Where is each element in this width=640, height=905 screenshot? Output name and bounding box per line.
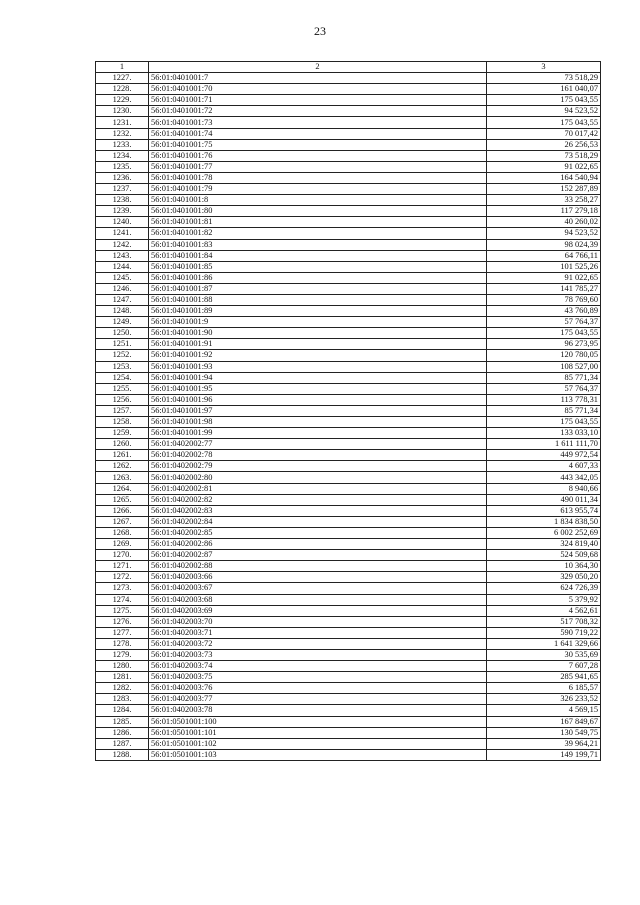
- cadastral-number-cell: 56:01:0402003:67: [149, 583, 487, 594]
- cadastral-number-cell: 56:01:0402002:88: [149, 561, 487, 572]
- cadastral-number-cell: 56:01:0401001:89: [149, 306, 487, 317]
- cadastral-value-cell: 175 043,55: [487, 95, 601, 106]
- cadastral-number-cell: 56:01:0401001:94: [149, 372, 487, 383]
- row-number-cell: 1262.: [96, 461, 149, 472]
- row-number-cell: 1243.: [96, 250, 149, 261]
- row-number-cell: 1259.: [96, 428, 149, 439]
- cadastral-value-cell: 152 287,89: [487, 184, 601, 195]
- cadastral-value-cell: 324 819,40: [487, 539, 601, 550]
- row-number-cell: 1233.: [96, 139, 149, 150]
- table-row: [96, 605, 601, 616]
- row-number-cell: 1280.: [96, 661, 149, 672]
- cadastral-number-cell: 56:01:0402002:81: [149, 483, 487, 494]
- cadastral-value-cell: 524 509,68: [487, 550, 601, 561]
- table-row: [96, 405, 601, 416]
- row-number-cell: 1272.: [96, 572, 149, 583]
- row-number-cell: 1249.: [96, 317, 149, 328]
- cadastral-value-cell: 33 258,27: [487, 195, 601, 206]
- row-number-cell: 1260.: [96, 439, 149, 450]
- cadastral-value-cell: 85 771,34: [487, 372, 601, 383]
- row-number-cell: 1269.: [96, 539, 149, 550]
- cadastral-number-cell: 56:01:0401001:71: [149, 95, 487, 106]
- table-row: [96, 638, 601, 649]
- table-row: [96, 461, 601, 472]
- row-number-cell: 1268.: [96, 527, 149, 538]
- row-number-cell: 1284.: [96, 705, 149, 716]
- row-number-cell: 1240.: [96, 217, 149, 228]
- table-row: [96, 206, 601, 217]
- table-row: [96, 317, 601, 328]
- cadastral-value-cell: 4 562,61: [487, 605, 601, 616]
- header-col-2: 2: [149, 62, 487, 73]
- cadastral-value-cell: 613 955,74: [487, 505, 601, 516]
- table-row: [96, 694, 601, 705]
- cadastral-number-cell: 56:01:0402002:78: [149, 450, 487, 461]
- cadastral-number-cell: 56:01:0501001:101: [149, 727, 487, 738]
- row-number-cell: 1275.: [96, 605, 149, 616]
- cadastral-value-cell: 70 017,42: [487, 128, 601, 139]
- row-number-cell: 1229.: [96, 95, 149, 106]
- row-number-cell: 1254.: [96, 372, 149, 383]
- cadastral-number-cell: 56:01:0401001:77: [149, 161, 487, 172]
- cadastral-number-cell: 56:01:0401001:95: [149, 383, 487, 394]
- cadastral-value-cell: 10 364,30: [487, 561, 601, 572]
- table-row: [96, 494, 601, 505]
- row-number-cell: 1265.: [96, 494, 149, 505]
- cadastral-number-cell: 56:01:0401001:91: [149, 339, 487, 350]
- table-row: [96, 594, 601, 605]
- table-row: [96, 616, 601, 627]
- row-number-cell: 1244.: [96, 261, 149, 272]
- cadastral-number-cell: 56:01:0501001:103: [149, 749, 487, 760]
- cadastral-value-cell: 141 785,27: [487, 283, 601, 294]
- table-row: [96, 195, 601, 206]
- cadastral-number-cell: 56:01:0401001:88: [149, 294, 487, 305]
- cadastral-value-cell: 43 760,89: [487, 306, 601, 317]
- row-number-cell: 1234.: [96, 150, 149, 161]
- cadastral-value-cell: 8 940,66: [487, 483, 601, 494]
- table-row: [96, 172, 601, 183]
- cadastral-number-cell: 56:01:0402003:74: [149, 661, 487, 672]
- table-row: [96, 339, 601, 350]
- table-row: [96, 683, 601, 694]
- table-row: [96, 361, 601, 372]
- row-number-cell: 1267.: [96, 516, 149, 527]
- row-number-cell: 1270.: [96, 550, 149, 561]
- cadastral-number-cell: 56:01:0401001:87: [149, 283, 487, 294]
- cadastral-number-cell: 56:01:0402002:80: [149, 472, 487, 483]
- row-number-cell: 1236.: [96, 172, 149, 183]
- cadastral-value-cell: 443 342,05: [487, 472, 601, 483]
- cadastral-value-cell: 91 022,65: [487, 161, 601, 172]
- cadastral-number-cell: 56:01:0402003:68: [149, 594, 487, 605]
- row-number-cell: 1271.: [96, 561, 149, 572]
- table-row: [96, 483, 601, 494]
- table-row: [96, 561, 601, 572]
- cadastral-value-cell: 91 022,65: [487, 272, 601, 283]
- cadastral-number-cell: 56:01:0402002:85: [149, 527, 487, 538]
- cadastral-number-cell: 56:01:0401001:74: [149, 128, 487, 139]
- row-number-cell: 1241.: [96, 228, 149, 239]
- table-row: [96, 417, 601, 428]
- row-number-cell: 1246.: [96, 283, 149, 294]
- table-row: [96, 106, 601, 117]
- table-row: [96, 394, 601, 405]
- cadastral-number-cell: 56:01:0401001:73: [149, 117, 487, 128]
- row-number-cell: 1261.: [96, 450, 149, 461]
- cadastral-number-cell: 56:01:0401001:83: [149, 239, 487, 250]
- cadastral-value-cell: 164 540,94: [487, 172, 601, 183]
- cadastral-number-cell: 56:01:0402003:78: [149, 705, 487, 716]
- cadastral-number-cell: 56:01:0402003:69: [149, 605, 487, 616]
- cadastral-value-cell: 1 611 111,70: [487, 439, 601, 450]
- cadastral-value-cell: 108 527,00: [487, 361, 601, 372]
- table-row: [96, 727, 601, 738]
- row-number-cell: 1278.: [96, 638, 149, 649]
- cadastral-number-cell: 56:01:0402003:75: [149, 672, 487, 683]
- row-number-cell: 1276.: [96, 616, 149, 627]
- table-row: [96, 550, 601, 561]
- table-row: [96, 306, 601, 317]
- table-row: [96, 516, 601, 527]
- cadastral-number-cell: 56:01:0402002:86: [149, 539, 487, 550]
- row-number-cell: 1242.: [96, 239, 149, 250]
- table-row: [96, 294, 601, 305]
- cadastral-value-cell: 130 549,75: [487, 727, 601, 738]
- row-number-cell: 1245.: [96, 272, 149, 283]
- cadastral-value-cell: 6 185,57: [487, 683, 601, 694]
- row-number-cell: 1256.: [96, 394, 149, 405]
- cadastral-number-cell: 56:01:0401001:78: [149, 172, 487, 183]
- cadastral-value-cell: 329 050,20: [487, 572, 601, 583]
- row-number-cell: 1251.: [96, 339, 149, 350]
- table-row: [96, 627, 601, 638]
- cadastral-number-cell: 56:01:0402003:72: [149, 638, 487, 649]
- cadastral-value-cell: 6 002 252,69: [487, 527, 601, 538]
- table-row: [96, 705, 601, 716]
- cadastral-value-cell: 175 043,55: [487, 328, 601, 339]
- cadastral-number-cell: 56:01:0402002:83: [149, 505, 487, 516]
- row-number-cell: 1238.: [96, 195, 149, 206]
- table-row: [96, 450, 601, 461]
- row-number-cell: 1231.: [96, 117, 149, 128]
- cadastral-number-cell: 56:01:0401001:82: [149, 228, 487, 239]
- row-number-cell: 1288.: [96, 749, 149, 760]
- cadastral-number-cell: 56:01:0501001:100: [149, 716, 487, 727]
- cadastral-value-cell: 113 778,31: [487, 394, 601, 405]
- cadastral-value-cell: 149 199,71: [487, 749, 601, 760]
- header-col-1: 1: [96, 62, 149, 73]
- row-number-cell: 1248.: [96, 306, 149, 317]
- cadastral-number-cell: 56:01:0402002:87: [149, 550, 487, 561]
- cadastral-number-cell: 56:01:0402003:71: [149, 627, 487, 638]
- table-row: [96, 672, 601, 683]
- cadastral-number-cell: 56:01:0501001:102: [149, 738, 487, 749]
- table-row: [96, 261, 601, 272]
- cadastral-number-cell: 56:01:0401001:85: [149, 261, 487, 272]
- table-row: [96, 472, 601, 483]
- cadastral-value-cell: 167 849,67: [487, 716, 601, 727]
- cadastral-value-cell: 285 941,65: [487, 672, 601, 683]
- cadastral-value-cell: 96 273,95: [487, 339, 601, 350]
- table-row: [96, 661, 601, 672]
- row-number-cell: 1228.: [96, 84, 149, 95]
- cadastral-value-cell: 4 569,15: [487, 705, 601, 716]
- cadastral-number-cell: 56:01:0401001:9: [149, 317, 487, 328]
- cadastral-number-cell: 56:01:0402003:70: [149, 616, 487, 627]
- cadastral-value-cell: 590 719,22: [487, 627, 601, 638]
- cadastral-value-cell: 78 769,60: [487, 294, 601, 305]
- table-row: [96, 428, 601, 439]
- table-row: [96, 272, 601, 283]
- cadastral-number-cell: 56:01:0401001:70: [149, 84, 487, 95]
- cadastral-value-cell: 30 535,69: [487, 649, 601, 660]
- table-row: [96, 95, 601, 106]
- cadastral-number-cell: 56:01:0401001:98: [149, 417, 487, 428]
- table-row: [96, 439, 601, 450]
- row-number-cell: 1227.: [96, 73, 149, 84]
- row-number-cell: 1287.: [96, 738, 149, 749]
- cadastral-number-cell: 56:01:0401001:76: [149, 150, 487, 161]
- cadastral-value-cell: 120 780,05: [487, 350, 601, 361]
- table-header-row: [96, 62, 601, 73]
- table-row: [96, 383, 601, 394]
- table-row: [96, 184, 601, 195]
- cadastral-value-cell: 117 279,18: [487, 206, 601, 217]
- row-number-cell: 1266.: [96, 505, 149, 516]
- row-number-cell: 1281.: [96, 672, 149, 683]
- row-number-cell: 1274.: [96, 594, 149, 605]
- table-row: [96, 139, 601, 150]
- cadastral-value-cell: 490 011,34: [487, 494, 601, 505]
- cadastral-number-cell: 56:01:0402002:79: [149, 461, 487, 472]
- table-row: [96, 73, 601, 84]
- cadastral-number-cell: 56:01:0401001:97: [149, 405, 487, 416]
- cadastral-number-cell: 56:01:0402002:84: [149, 516, 487, 527]
- cadastral-value-cell: 1 834 838,50: [487, 516, 601, 527]
- table-body: [96, 62, 601, 761]
- cadastral-value-cell: 94 523,52: [487, 228, 601, 239]
- cadastral-number-cell: 56:01:0402003:66: [149, 572, 487, 583]
- table-row: [96, 283, 601, 294]
- table-row: [96, 250, 601, 261]
- cadastral-number-cell: 56:01:0401001:80: [149, 206, 487, 217]
- cadastral-number-cell: 56:01:0401001:86: [149, 272, 487, 283]
- table-row: [96, 372, 601, 383]
- cadastral-value-cell: 624 726,39: [487, 583, 601, 594]
- page-number: 23: [314, 24, 326, 38]
- table-row: [96, 117, 601, 128]
- table-row: [96, 239, 601, 250]
- cadastral-value-cell: 4 607,33: [487, 461, 601, 472]
- row-number-cell: 1250.: [96, 328, 149, 339]
- row-number-cell: 1230.: [96, 106, 149, 117]
- table-row: [96, 84, 601, 95]
- row-number-cell: 1237.: [96, 184, 149, 195]
- cadastral-number-cell: 56:01:0401001:7: [149, 73, 487, 84]
- cadastral-value-cell: 101 525,26: [487, 261, 601, 272]
- table-row: [96, 350, 601, 361]
- table-row: [96, 150, 601, 161]
- cadastral-value-cell: 175 043,55: [487, 117, 601, 128]
- table-row: [96, 539, 601, 550]
- cadastral-value-cell: 1 641 329,66: [487, 638, 601, 649]
- row-number-cell: 1264.: [96, 483, 149, 494]
- cadastral-value-cell: 40 260,02: [487, 217, 601, 228]
- table-row: [96, 738, 601, 749]
- cadastral-value-cell: 57 764,37: [487, 317, 601, 328]
- cadastral-number-cell: 56:01:0401001:92: [149, 350, 487, 361]
- cadastral-number-cell: 56:01:0402003:76: [149, 683, 487, 694]
- cadastral-value-cell: 5 379,92: [487, 594, 601, 605]
- row-number-cell: 1239.: [96, 206, 149, 217]
- cadastral-number-cell: 56:01:0401001:96: [149, 394, 487, 405]
- table-row: [96, 505, 601, 516]
- cadastral-value-cell: 64 766,11: [487, 250, 601, 261]
- cadastral-value-cell: 326 233,52: [487, 694, 601, 705]
- table-row: [96, 649, 601, 660]
- table-row: [96, 128, 601, 139]
- cadastral-value-cell: 98 024,39: [487, 239, 601, 250]
- cadastral-value-cell: 7 607,28: [487, 661, 601, 672]
- table-row: [96, 217, 601, 228]
- row-number-cell: 1253.: [96, 361, 149, 372]
- cadastral-number-cell: 56:01:0401001:90: [149, 328, 487, 339]
- row-number-cell: 1283.: [96, 694, 149, 705]
- row-number-cell: 1263.: [96, 472, 149, 483]
- row-number-cell: 1252.: [96, 350, 149, 361]
- row-number-cell: 1235.: [96, 161, 149, 172]
- cadastral-value-cell: 175 043,55: [487, 417, 601, 428]
- table-row: [96, 583, 601, 594]
- row-number-cell: 1282.: [96, 683, 149, 694]
- cadastral-number-cell: 56:01:0401001:75: [149, 139, 487, 150]
- header-col-3: 3: [487, 62, 601, 73]
- cadastral-number-cell: 56:01:0401001:99: [149, 428, 487, 439]
- cadastral-value-cell: 26 256,53: [487, 139, 601, 150]
- table-row: [96, 527, 601, 538]
- cadastral-value-cell: 39 964,21: [487, 738, 601, 749]
- table-row: [96, 228, 601, 239]
- cadastral-value-cell: 85 771,34: [487, 405, 601, 416]
- table-row: [96, 572, 601, 583]
- cadastral-number-cell: 56:01:0401001:8: [149, 195, 487, 206]
- cadastral-number-cell: 56:01:0402003:77: [149, 694, 487, 705]
- cadastral-number-cell: 56:01:0401001:93: [149, 361, 487, 372]
- table-row: [96, 161, 601, 172]
- row-number-cell: 1279.: [96, 649, 149, 660]
- row-number-cell: 1277.: [96, 627, 149, 638]
- cadastral-number-cell: 56:01:0401001:79: [149, 184, 487, 195]
- cadastral-number-cell: 56:01:0402002:77: [149, 439, 487, 450]
- cadastral-value-cell: 73 518,29: [487, 73, 601, 84]
- cadastral-value-cell: 57 764,37: [487, 383, 601, 394]
- row-number-cell: 1255.: [96, 383, 149, 394]
- cadastral-number-cell: 56:01:0401001:81: [149, 217, 487, 228]
- row-number-cell: 1286.: [96, 727, 149, 738]
- row-number-cell: 1273.: [96, 583, 149, 594]
- cadastral-value-cell: 133 033,10: [487, 428, 601, 439]
- cadastral-value-cell: 73 518,29: [487, 150, 601, 161]
- row-number-cell: 1232.: [96, 128, 149, 139]
- cadastral-number-cell: 56:01:0401001:84: [149, 250, 487, 261]
- cadastral-value-cell: 161 040,07: [487, 84, 601, 95]
- row-number-cell: 1247.: [96, 294, 149, 305]
- cadastral-value-cell: 449 972,54: [487, 450, 601, 461]
- row-number-cell: 1285.: [96, 716, 149, 727]
- table-row: [96, 749, 601, 760]
- cadastral-number-cell: 56:01:0402002:82: [149, 494, 487, 505]
- row-number-cell: 1257.: [96, 405, 149, 416]
- cadastral-value-cell: 94 523,52: [487, 106, 601, 117]
- cadastral-value-table: [95, 61, 601, 761]
- cadastral-number-cell: 56:01:0401001:72: [149, 106, 487, 117]
- table-row: [96, 716, 601, 727]
- cadastral-number-cell: 56:01:0402003:73: [149, 649, 487, 660]
- cadastral-value-cell: 517 708,32: [487, 616, 601, 627]
- row-number-cell: 1258.: [96, 417, 149, 428]
- table-row: [96, 328, 601, 339]
